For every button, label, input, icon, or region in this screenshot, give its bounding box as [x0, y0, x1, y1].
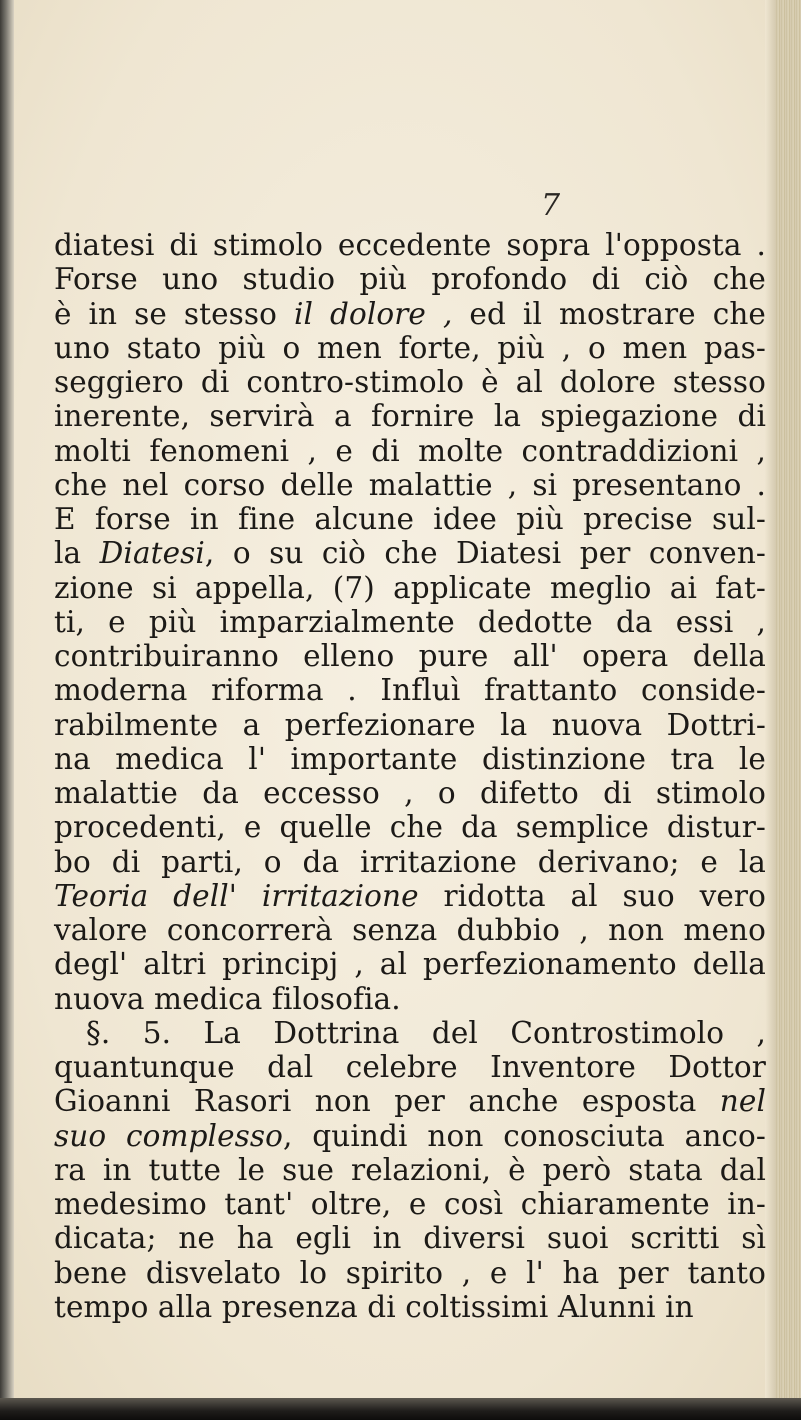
italic-segment: nel	[719, 1084, 766, 1119]
text-line	[54, 913, 766, 947]
text-line	[54, 297, 766, 331]
text-segment: seggiero di contro-stimolo è al dolore stesso	[54, 365, 766, 399]
text-line	[54, 605, 766, 639]
text-line	[54, 262, 766, 296]
page-fore-edge-shadow	[765, 0, 775, 1420]
text-line	[54, 673, 766, 707]
text-segment: inerente, servirà a fornire la spiegazione di	[54, 399, 766, 434]
text-line	[54, 228, 766, 262]
text-segment: tempo alla presenza di coltissimi Alunni in	[54, 1289, 694, 1324]
text-line	[54, 1050, 766, 1084]
text-segment: la	[54, 536, 100, 571]
text-segment: malattie da eccesso , o difetto di stimolo	[54, 776, 766, 810]
text-segment: §. 5. La Dottrina del Controstimolo ,	[86, 1015, 766, 1050]
text-segment: Forse uno studio più profondo di ciò che	[54, 262, 766, 297]
text-segment: ra in tutte le sue relazioni, è però stata dal	[54, 1152, 766, 1187]
text-segment: ed il mostrare che	[452, 296, 766, 331]
text-line	[54, 1016, 766, 1050]
text-line	[54, 331, 766, 365]
text-segment: diatesi di stimolo eccedente sopra l'opposta .	[54, 228, 766, 262]
text-line	[54, 879, 766, 913]
text-line	[54, 1084, 766, 1118]
text-segment: che nel corso delle malattie , si presentano .	[54, 467, 766, 502]
italic-segment: il dolore ,	[293, 296, 453, 331]
text-line	[54, 468, 766, 502]
text-line	[54, 1290, 766, 1324]
text-line	[54, 776, 766, 810]
page-fore-edge	[775, 0, 801, 1420]
text-segment: nuova medica filosofia.	[54, 981, 401, 1016]
text-segment: valore concorrerà senza dubbio , non meno	[54, 913, 766, 947]
text-segment: , o su ciò che Diatesi per conven-	[204, 536, 766, 571]
text-segment: na medica l' importante distinzione tra le	[54, 741, 766, 776]
text-segment: molti fenomeni , e di molte contraddizioni ,	[54, 433, 766, 468]
text-segment: medesimo tant' oltre, e così chiaramente in-	[54, 1187, 766, 1221]
text-line	[54, 399, 766, 433]
text-segment: zione si appella, (7) applicate meglio ai fat-	[54, 570, 766, 605]
text-segment: contribuiranno elleno pure all' opera della	[54, 639, 766, 673]
text-line	[54, 708, 766, 742]
italic-segment: Teoria dell' irritazione	[54, 878, 419, 913]
text-line	[54, 502, 766, 536]
text-segment: dicata; ne ha egli in diversi suoi scritti sì	[54, 1221, 766, 1256]
text-line	[54, 571, 766, 605]
text-segment: Gioanni Rasori non per anche esposta	[54, 1084, 720, 1119]
text-segment: è in se stesso	[54, 296, 294, 331]
text-line	[54, 434, 766, 468]
text-segment: bo di parti, o da irritazione derivano; e la	[54, 844, 766, 879]
text-line	[54, 1153, 766, 1187]
binding-edge	[0, 0, 14, 1420]
text-line	[54, 1187, 766, 1221]
text-segment: rabilmente a perfezionare la nuova Dottri-	[54, 707, 766, 742]
text-line	[54, 536, 766, 570]
body-text	[54, 228, 766, 1324]
text-segment: degl' altri principj , al perfezionamento della	[54, 947, 766, 982]
text-line	[54, 810, 766, 844]
text-line	[54, 365, 766, 399]
text-segment: E forse in fine alcune idee più precise sul-	[54, 502, 766, 536]
text-line	[54, 742, 766, 776]
text-line	[54, 845, 766, 879]
bottom-shadow	[0, 1398, 801, 1420]
text-line	[54, 947, 766, 981]
text-line	[54, 1119, 766, 1153]
text-segment: uno stato più o men forte, più , o men pas-	[54, 330, 766, 365]
text-line	[54, 1256, 766, 1290]
text-segment: ti, e più imparzialmente dedotte da essi ,	[54, 604, 766, 639]
italic-segment: Diatesi	[99, 536, 205, 571]
italic-segment: suo complesso	[54, 1118, 283, 1153]
text-line	[54, 982, 766, 1016]
text-segment: , quindi non conosciuta anco-	[283, 1118, 766, 1153]
text-segment: procedenti, e quelle che da semplice distur-	[54, 810, 766, 845]
text-line	[54, 639, 766, 673]
text-segment: bene disvelato lo spirito , e l' ha per tanto	[54, 1255, 766, 1290]
text-line	[54, 1221, 766, 1255]
text-segment: quantunque dal celebre Inventore Dottor	[54, 1050, 766, 1084]
text-segment: moderna riforma . Influì frattanto conside-	[54, 673, 766, 708]
page-marker: 7	[541, 188, 561, 223]
text-segment: ridotta al suo vero	[418, 878, 766, 913]
